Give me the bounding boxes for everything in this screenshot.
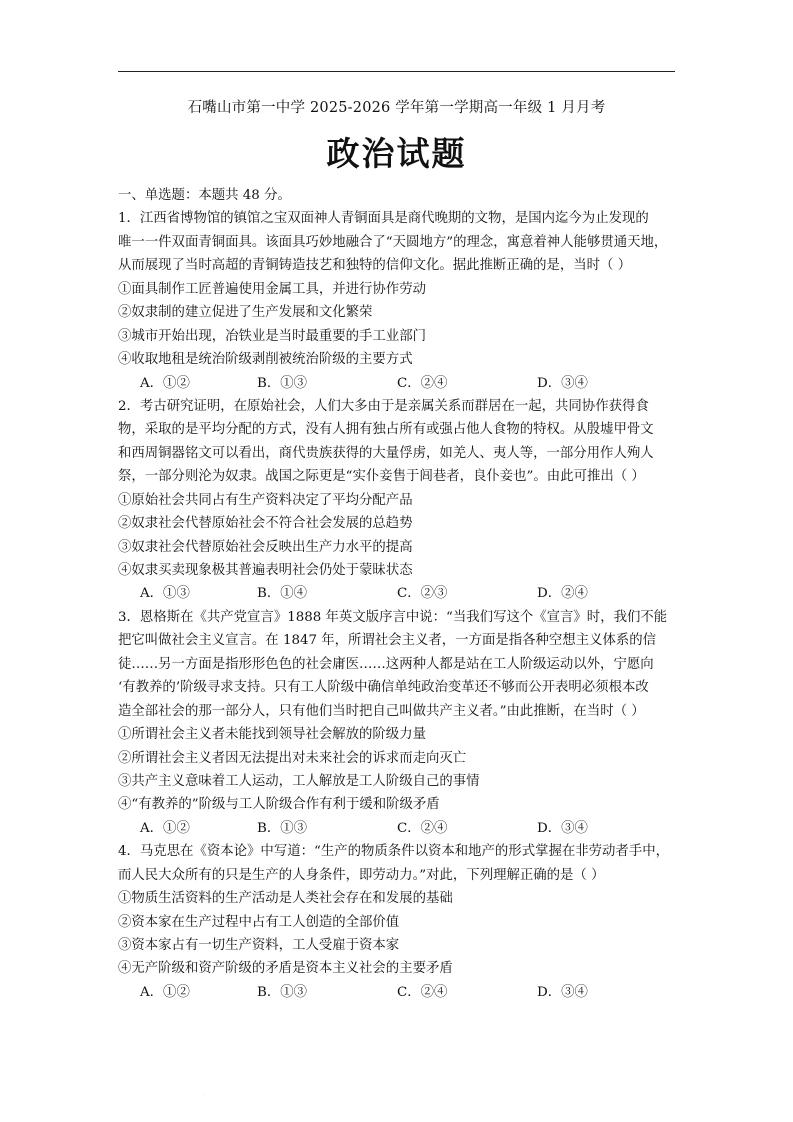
exam-content bbox=[118, 184, 683, 1004]
answer-options bbox=[118, 981, 683, 1004]
statement: ③共产主义意味着工人运动，工人解放是工人阶级自己的事情 bbox=[118, 773, 480, 789]
statement: ②奴隶社会代替原始社会不符合社会发展的总趋势 bbox=[118, 516, 413, 532]
question-2 bbox=[118, 395, 683, 606]
question-stem-line: 和西周铜器铭文可以看出，商代贵族获得的大量俘虏，如羌人、夷人等，一部分用作人殉人 bbox=[118, 445, 654, 461]
statement: ④奴隶买卖现象极其普遍表明社会仍处于蒙昧状态 bbox=[118, 563, 413, 578]
option-a[interactable]: A．①② bbox=[140, 820, 190, 836]
statement: ③资本家占有一切生产资料，工人受雇于资本家 bbox=[118, 938, 400, 953]
option-a[interactable]: A．①③ bbox=[140, 586, 190, 602]
question-stem-line: 而人民大众所有的只是生产的人身条件，即劳动力。”对此，下列理解正确的是（ ） bbox=[118, 867, 605, 883]
option-b[interactable]: B．①④ bbox=[257, 586, 308, 602]
option-b[interactable]: B．①③ bbox=[257, 820, 308, 836]
option-d[interactable]: D．③④ bbox=[537, 375, 588, 391]
option-b[interactable]: B．①③ bbox=[257, 984, 308, 1000]
answer-options bbox=[118, 582, 683, 605]
statement: ①原始社会共同占有生产资料决定了平均分配产品 bbox=[118, 492, 413, 508]
question-stem-line: 4．马克思在《资本论》中写道：“生产的物质条件以资本和地产的形式掌握在非劳动者手中， bbox=[118, 844, 669, 860]
question-stem-line: 祭，一部分则沦为奴隶。战国之际更是“实仆妾售于闾巷者，良仆妾也”。由此可推出（ ） bbox=[118, 469, 645, 485]
header-rule bbox=[118, 71, 675, 72]
answer-options bbox=[118, 817, 683, 840]
option-d[interactable]: D．②④ bbox=[537, 586, 588, 602]
question-stem-line: 1．江西省博物馆的镇馆之宝双面神人青铜面具是商代晚期的文物，是国内迄今为止发现的 bbox=[118, 211, 649, 227]
statement: ④“有教养的”阶级与工人阶级合作有利于缓和阶级矛盾 bbox=[118, 797, 440, 813]
footer-mark: · bbox=[203, 1092, 205, 1099]
question-stem-line: 造全部社会的那一部分人，只有他们当时把自己叫做共产主义者。”由此推断，在当时（ ） bbox=[118, 703, 645, 719]
statement: ①面具制作工匠普遍使用金属工具，并进行协作劳动 bbox=[118, 281, 426, 297]
question-stem-line: 徒……另一方面是指形形色色的社会庸医……这两种人都是站在工人阶级运动以外，宁愿向 bbox=[118, 656, 654, 672]
question-stem-line: 2．考古研究证明，在原始社会，人们大多由于是亲属关系而群居在一起，共同协作获得食 bbox=[118, 398, 649, 414]
question-stem-line: 物，采取的是平均分配的方式，没有人拥有独占所有或强占他人食物的特权。从殷墟甲骨文 bbox=[118, 422, 654, 438]
statement: ④无产阶级和资产阶级的矛盾是资本主义社会的主要矛盾 bbox=[118, 961, 453, 977]
question-4 bbox=[118, 840, 683, 1004]
option-d[interactable]: D．③④ bbox=[537, 820, 588, 836]
statement: ①所谓社会主义者未能找到领导社会解放的阶级力量 bbox=[118, 727, 426, 743]
answer-options bbox=[118, 372, 683, 395]
statement: ①物质生活资料的生产活动是人类社会存在和发展的基础 bbox=[118, 891, 453, 907]
section-heading: 一、单选题：本题共 48 分。 bbox=[118, 188, 291, 203]
option-b[interactable]: B．①③ bbox=[257, 375, 308, 391]
statement: ②资本家在生产过程中占有工人创造的全部价值 bbox=[118, 914, 400, 930]
exam-title: 政治试题 bbox=[326, 134, 467, 173]
option-a[interactable]: A．①② bbox=[140, 984, 190, 1000]
question-stem-line: 唯一一件双面青铜面具。该面具巧妙地融合了“天圆地方”的理念，寓意着神人能够贯通天地， bbox=[118, 234, 668, 250]
option-d[interactable]: D．③④ bbox=[537, 984, 588, 1000]
question-stem-line: 把它叫做社会主义宣言。在 1847 年，所谓社会主义者，一方面是指各种空想主义体系的信 bbox=[118, 633, 657, 649]
question-stem-line: 从而展现了当时高超的青铜铸造技艺和独特的信仰文化。据此推断正确的是，当时（ ） bbox=[118, 258, 632, 274]
option-a[interactable]: A．①② bbox=[140, 375, 190, 391]
option-c[interactable]: C．②④ bbox=[397, 984, 448, 1000]
question-stem-line: ‘有教养的’阶级寻求支持。只有工人阶级中确信单纯政治变革还不够而公开表明必须根本改 bbox=[118, 680, 649, 696]
statement: ②所谓社会主义者因无法提出对未来社会的诉求而走向灭亡 bbox=[118, 750, 467, 766]
statement: ④收取地租是统治阶级剥削被统治阶级的主要方式 bbox=[118, 352, 413, 368]
statement: ③城市开始出现，冶铁业是当时最重要的手工业部门 bbox=[118, 328, 426, 344]
option-c[interactable]: C．②④ bbox=[397, 820, 448, 836]
statement: ③奴隶社会代替原始社会反映出生产力水平的提高 bbox=[118, 539, 413, 555]
statement: ②奴隶制的建立促进了生产发展和文化繁荣 bbox=[118, 305, 373, 321]
exam-subtitle: 石嘴山市第一中学 2025-2026 学年第一学期高一年级 1 月月考 bbox=[187, 100, 606, 116]
option-c[interactable]: C．②④ bbox=[397, 375, 448, 391]
question-stem-line: 3．恩格斯在《共产党宣言》1888 年英文版序言中说：“当我们写这个《宣言》时，我们不能 bbox=[118, 609, 668, 625]
option-c[interactable]: C．②③ bbox=[397, 586, 448, 602]
question-1 bbox=[118, 207, 683, 395]
question-3 bbox=[118, 606, 683, 840]
